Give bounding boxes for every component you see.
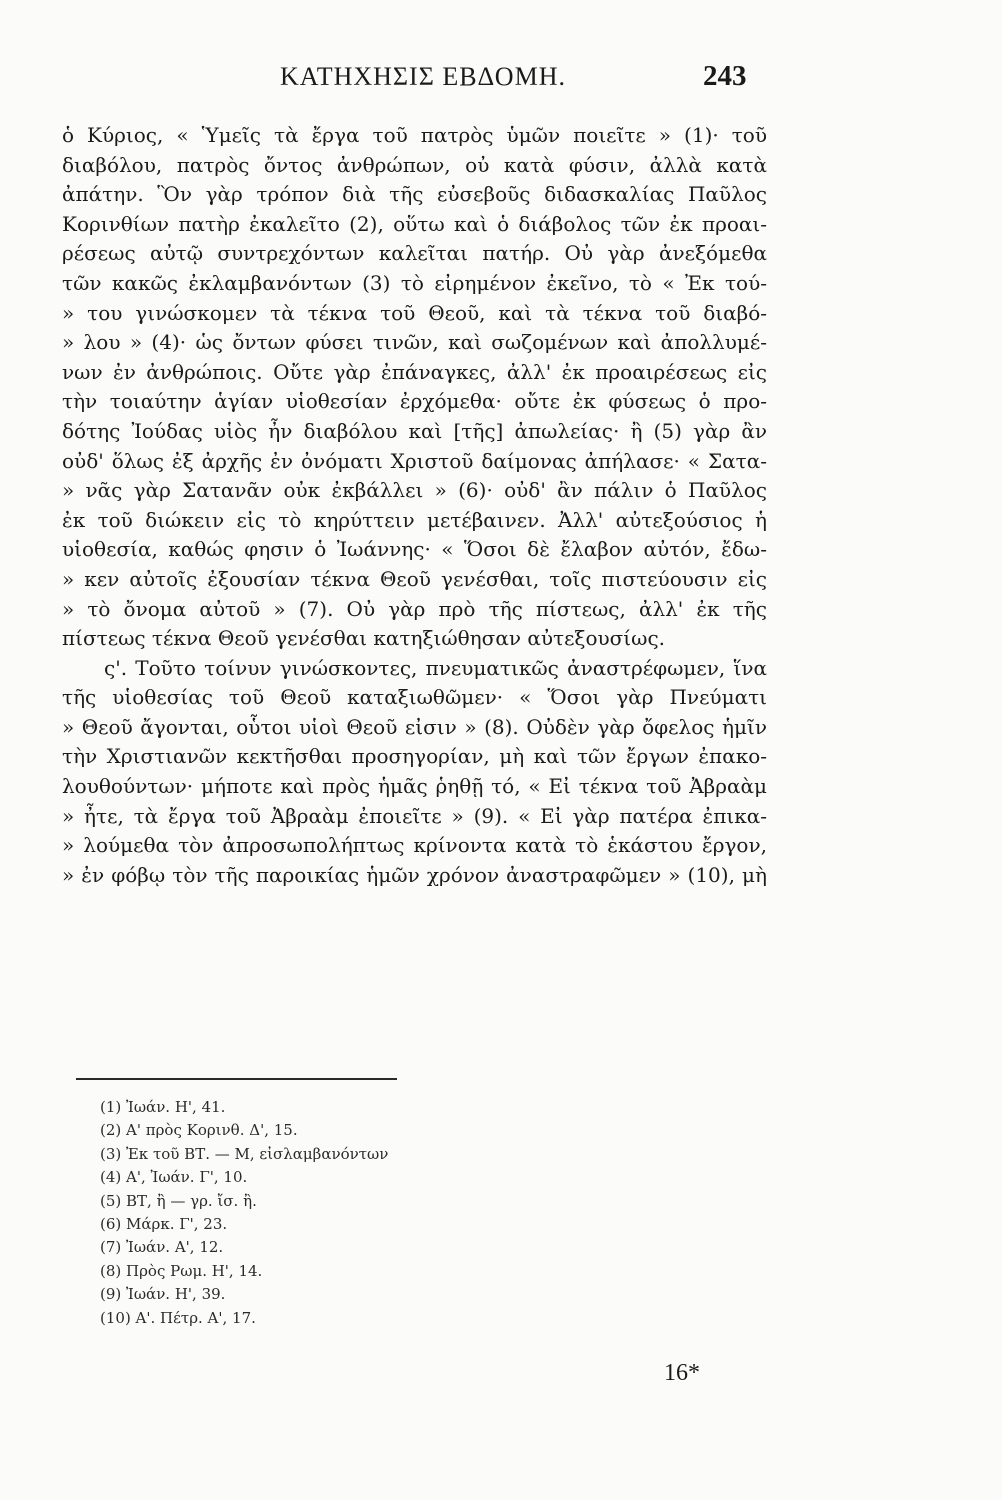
text-line: τὴν Χριστιανῶν κεκτῆσθαι προσηγορίαν, μὴ καὶ τῶν ἔργων ἐπακο- [62,744,767,769]
text-line: τὴν τοιαύτην ἁγίαν υἱοθεσίαν ἐρχόμεθα· οὔτε ἐκ φύσεως ὁ προ- [62,389,767,414]
text-line: οὐδ' ὅλως ἐξ ἀρχῆς ἐν ὀνόματι Χριστοῦ δαίμονας ἀπήλασε· « Σατα- [62,448,767,473]
text-line: δότης Ἰούδας υἱὸς ἦν διαβόλου καὶ [τῆς] ἀπωλείας· ἢ (5) γὰρ ἂν [62,418,767,443]
text-line: Κορινθίων πατὴρ ἐκαλεῖτο (2), οὕτω καὶ ὁ διάβολος τῶν ἐκ προαι- [62,211,767,236]
running-head: ΚΑΤΗΧΗΣΙΣ ΕΒΔΟΜΗ. [280,62,566,91]
footnotes [100,1096,580,1330]
text-line: ἀπάτην. Ὃν γὰρ τρόπον διὰ τῆς εὐσεβοῦς διδασκαλίας Παῦλος [62,182,767,207]
footnote-divider [76,1078,397,1080]
text-line: » λου » (4)· ὡς ὄντων φύσει τινῶν, καὶ σωζομένων καὶ ἀπολλυμέ- [62,330,767,355]
text-line: » τὸ ὄνομα αὐτοῦ » (7). Οὐ γὰρ πρὸ τῆς πίστεως, ἀλλ' ἐκ τῆς [62,596,767,621]
footnote: (7) Ἰωάν. Α', 12. [100,1238,224,1257]
text-line: » νᾶς γὰρ Σατανᾶν οὐκ ἐκβάλλει » (6)· οὐδ' ἂν πάλιν ὁ Παῦλος [62,478,767,503]
footnote: (3) Ἐκ τοῦ ΒΤ. — Μ, εἰσλαμβανόντων [100,1144,389,1163]
text-line: » λούμεθα τὸν ἀπροσωπολήπτως κρίνοντα κατὰ τὸ ἑκάστου ἔργον, [62,833,767,858]
text-line: πίστεως τέκνα Θεοῦ γενέσθαι κατηξιώθησαν αὐτεξουσίως. [62,626,666,651]
text-line: λουθούντων· μήποτε καὶ πρὸς ἡμᾶς ῥηθῇ τό, « Εἰ τέκνα τοῦ Ἀβραὰμ [62,774,767,799]
text-line: υἱοθεσία, καθώς φησιν ὁ Ἰωάννης· « Ὅσοι δὲ ἔλαβον αὐτόν, ἔδω- [62,537,767,562]
text-line: » ἦτε, τὰ ἔργα τοῦ Ἀβραὰμ ἐποιεῖτε » (9). « Εἰ γὰρ πατέρα ἐπικα- [62,803,767,828]
text-line: ρέσεως αὐτῷ συντρεχόντων καλεῖται πατήρ. Οὐ γὰρ ἀνεξόμεθα [62,241,767,266]
text-line: τῆς υἱοθεσίας τοῦ Θεοῦ καταξιωθῶμεν· « Ὅσοι γὰρ Πνεύματι [62,685,767,710]
footnote: (2) Α' πρὸς Κορινθ. Δ', 15. [100,1121,298,1140]
footnote: (4) Α', Ἰωάν. Γ', 10. [100,1168,248,1187]
signature-mark: 16* [664,1360,700,1386]
paragraph-start-line: ς'. Τοῦτο τοίνυν γινώσκοντες, πνευματικῶς ἀναστρέφωμεν, ἵνα [104,655,767,680]
text-line: διαβόλου, πατρὸς ὄντος ἀνθρώπων, οὐ κατὰ φύσιν, ἀλλὰ κατὰ [62,152,767,177]
text-line: νων ἐν ἀνθρώποις. Οὔτε γὰρ ἐπάναγκες, ἀλλ' ἐκ προαιρέσεως εἰς [62,359,767,384]
text-line: » Θεοῦ ἄγονται, οὗτοι υἱοὶ Θεοῦ εἰσιν » (8). Οὐδὲν γὰρ ὄφελος ἡμῖν [62,714,767,739]
body-text [62,121,767,890]
footnote: (9) Ἰωάν. Η', 39. [100,1285,226,1304]
text-line: » κεν αὐτοῖς ἐξουσίαν τέκνα Θεοῦ γενέσθαι, τοῖς πιστεύουσιν εἰς [62,566,767,591]
text-line: τῶν κακῶς ἐκλαμβανόντων (3) τὸ εἰρημένον ἐκεῖνο, τὸ « Ἐκ τού- [62,270,767,295]
footnote: (8) Πρὸς Ρωμ. Η', 14. [100,1261,263,1280]
footnote: (10) Α'. Πέτρ. Α', 17. [100,1308,256,1327]
text-line: ὁ Κύριος, « Ὑμεῖς τὰ ἔργα τοῦ πατρὸς ὑμῶν ποιεῖτε » (1)· τοῦ [62,123,767,147]
footnote: (5) ΒΤ, ἢ — γρ. ἴσ. ἢ. [100,1191,257,1210]
page-number: 243 [703,60,747,92]
text-line: » του γινώσκομεν τὰ τέκνα τοῦ Θεοῦ, καὶ τὰ τέκνα τοῦ διαβό- [62,300,767,325]
text-line: » ἐν φόβῳ τὸν τῆς παροικίας ἡμῶν χρόνον ἀναστραφῶμεν » (10), μὴ [62,862,767,887]
footnote: (6) Μάρκ. Γ', 23. [100,1214,228,1233]
text-line: ἐκ τοῦ διώκειν εἰς τὸ κηρύττειν μετέβαινεν. Ἀλλ' αὐτεξούσιος ἡ [62,507,767,532]
footnote: (1) Ἰωάν. Η', 41. [100,1098,226,1116]
